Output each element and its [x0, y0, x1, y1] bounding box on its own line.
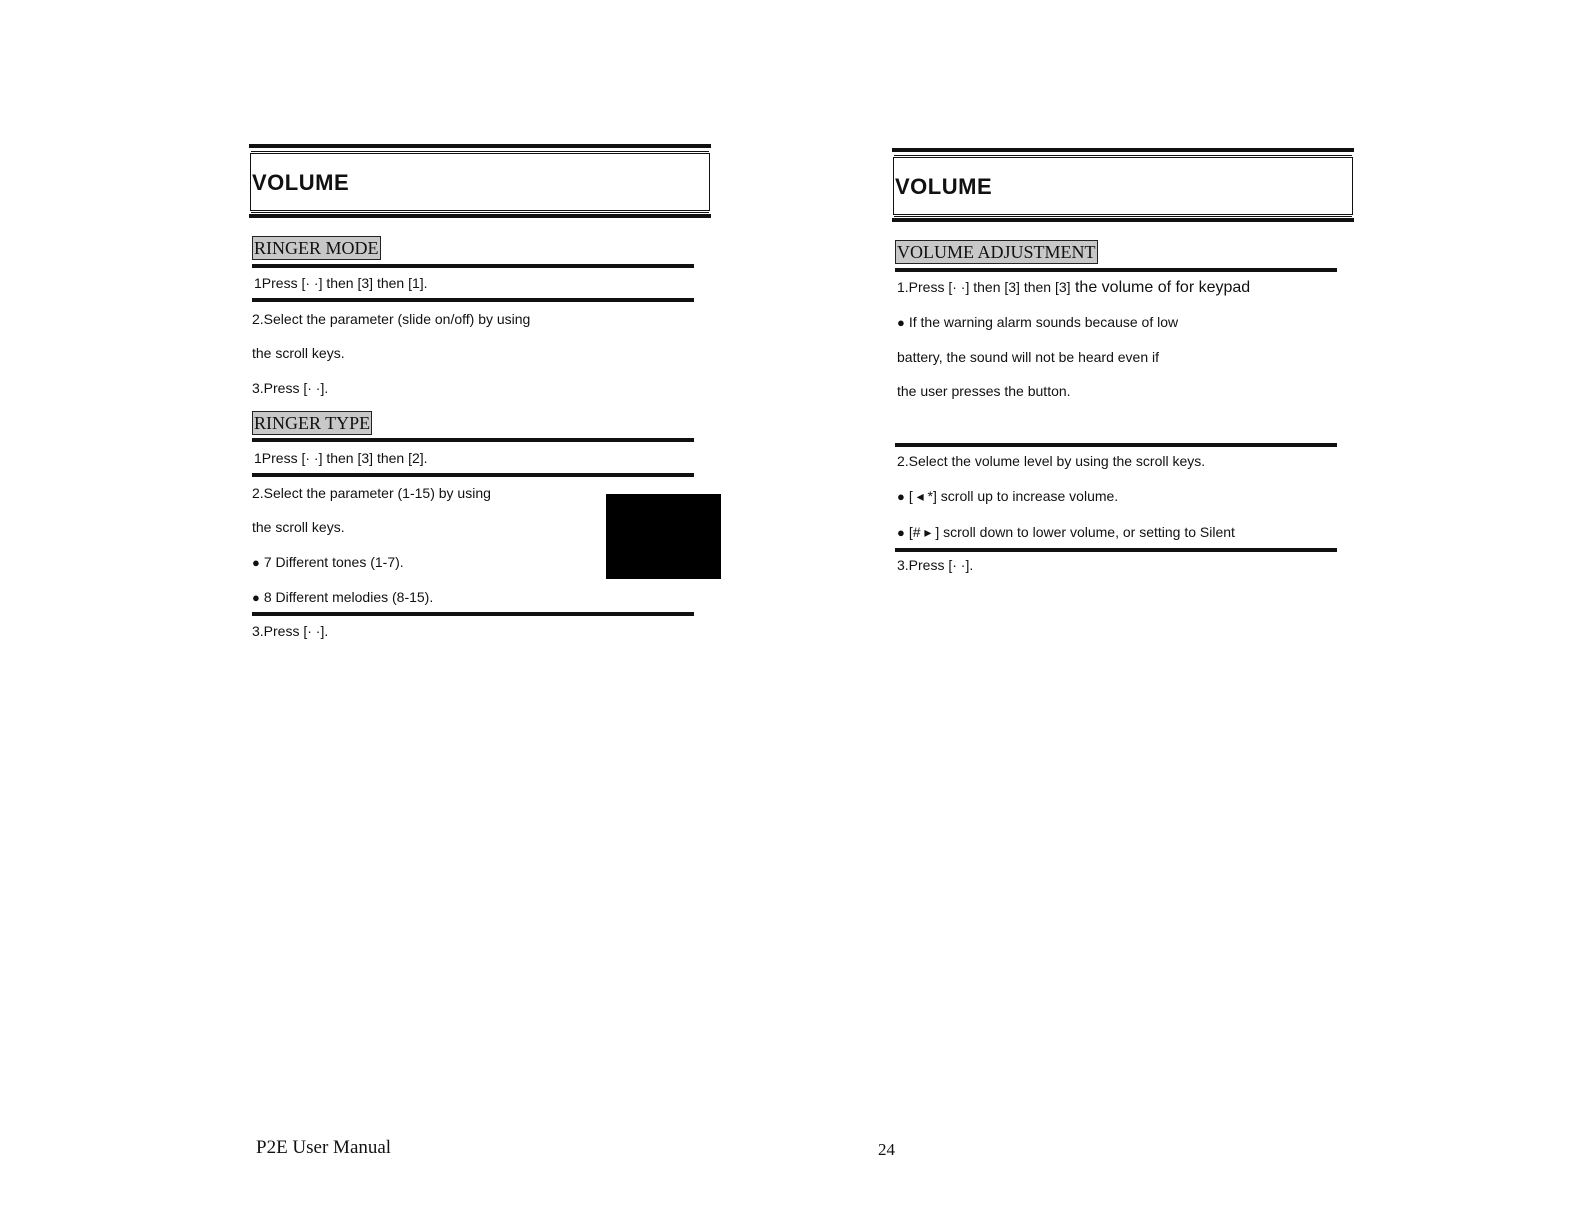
divider: [252, 298, 694, 302]
volume-bullet1: ● If the warning alarm sounds because of low: [897, 314, 1178, 330]
left-title-box: [250, 153, 710, 211]
volume-bullet3: ● [# ▸ ] scroll down to lower volume, or setting to Silent: [897, 524, 1235, 541]
divider: [895, 268, 1337, 272]
page-number: 24: [878, 1140, 895, 1159]
divider: [252, 438, 694, 442]
ringer-mode-step1: 1Press [· ·] then [3] then [1].: [254, 275, 428, 291]
volume-line2: battery, the sound will not be heard even if: [897, 349, 1160, 365]
divider: [895, 443, 1337, 447]
ringer-mode-label: RINGER MODE: [254, 238, 379, 258]
right-page-title: VOLUME: [895, 174, 993, 199]
volume-step1-b: the volume of for keypad: [1070, 279, 1251, 296]
ringer-mode-step3: 3.Press [· ·].: [252, 380, 329, 396]
volume-step1-a: 1.Press [· ·] then [3] then [3]: [897, 279, 1071, 295]
volume-adjustment-label: VOLUME ADJUSTMENT: [897, 242, 1096, 262]
ringer-type-step2a: 2.Select the parameter (1-15) by using: [252, 485, 491, 501]
ringer-mode-step2b: the scroll keys.: [252, 345, 345, 361]
ringer-type-bullet1: ● 7 Different tones (1-7).: [252, 554, 404, 570]
volume-step1: [897, 279, 1250, 297]
ringer-type-label: RINGER TYPE: [254, 413, 371, 433]
right-title-box: [893, 157, 1353, 215]
divider: [895, 548, 1337, 552]
volume-bullet2: ● [ ◂ *] scroll up to increase volume.: [897, 488, 1118, 505]
ringer-type-step2b: the scroll keys.: [252, 519, 345, 535]
redaction-block: [606, 494, 721, 579]
ringer-type-bullet2: ● 8 Different melodies (8-15).: [252, 589, 433, 605]
ringer-type-step1: 1Press [· ·] then [3] then [2].: [254, 450, 428, 466]
divider: [252, 612, 694, 616]
volume-line3: the user presses the button.: [897, 383, 1071, 399]
ringer-mode-step2a: 2.Select the parameter (slide on/off) by using: [252, 311, 531, 327]
footer-manual-title: P2E User Manual: [256, 1137, 392, 1158]
divider: [252, 473, 694, 477]
divider: [252, 264, 694, 268]
volume-step2: 2.Select the volume level by using the scroll keys.: [897, 453, 1206, 469]
left-page-title: VOLUME: [252, 170, 350, 195]
ringer-type-step3: 3.Press [· ·].: [252, 623, 329, 639]
volume-step3: 3.Press [· ·].: [897, 557, 974, 573]
